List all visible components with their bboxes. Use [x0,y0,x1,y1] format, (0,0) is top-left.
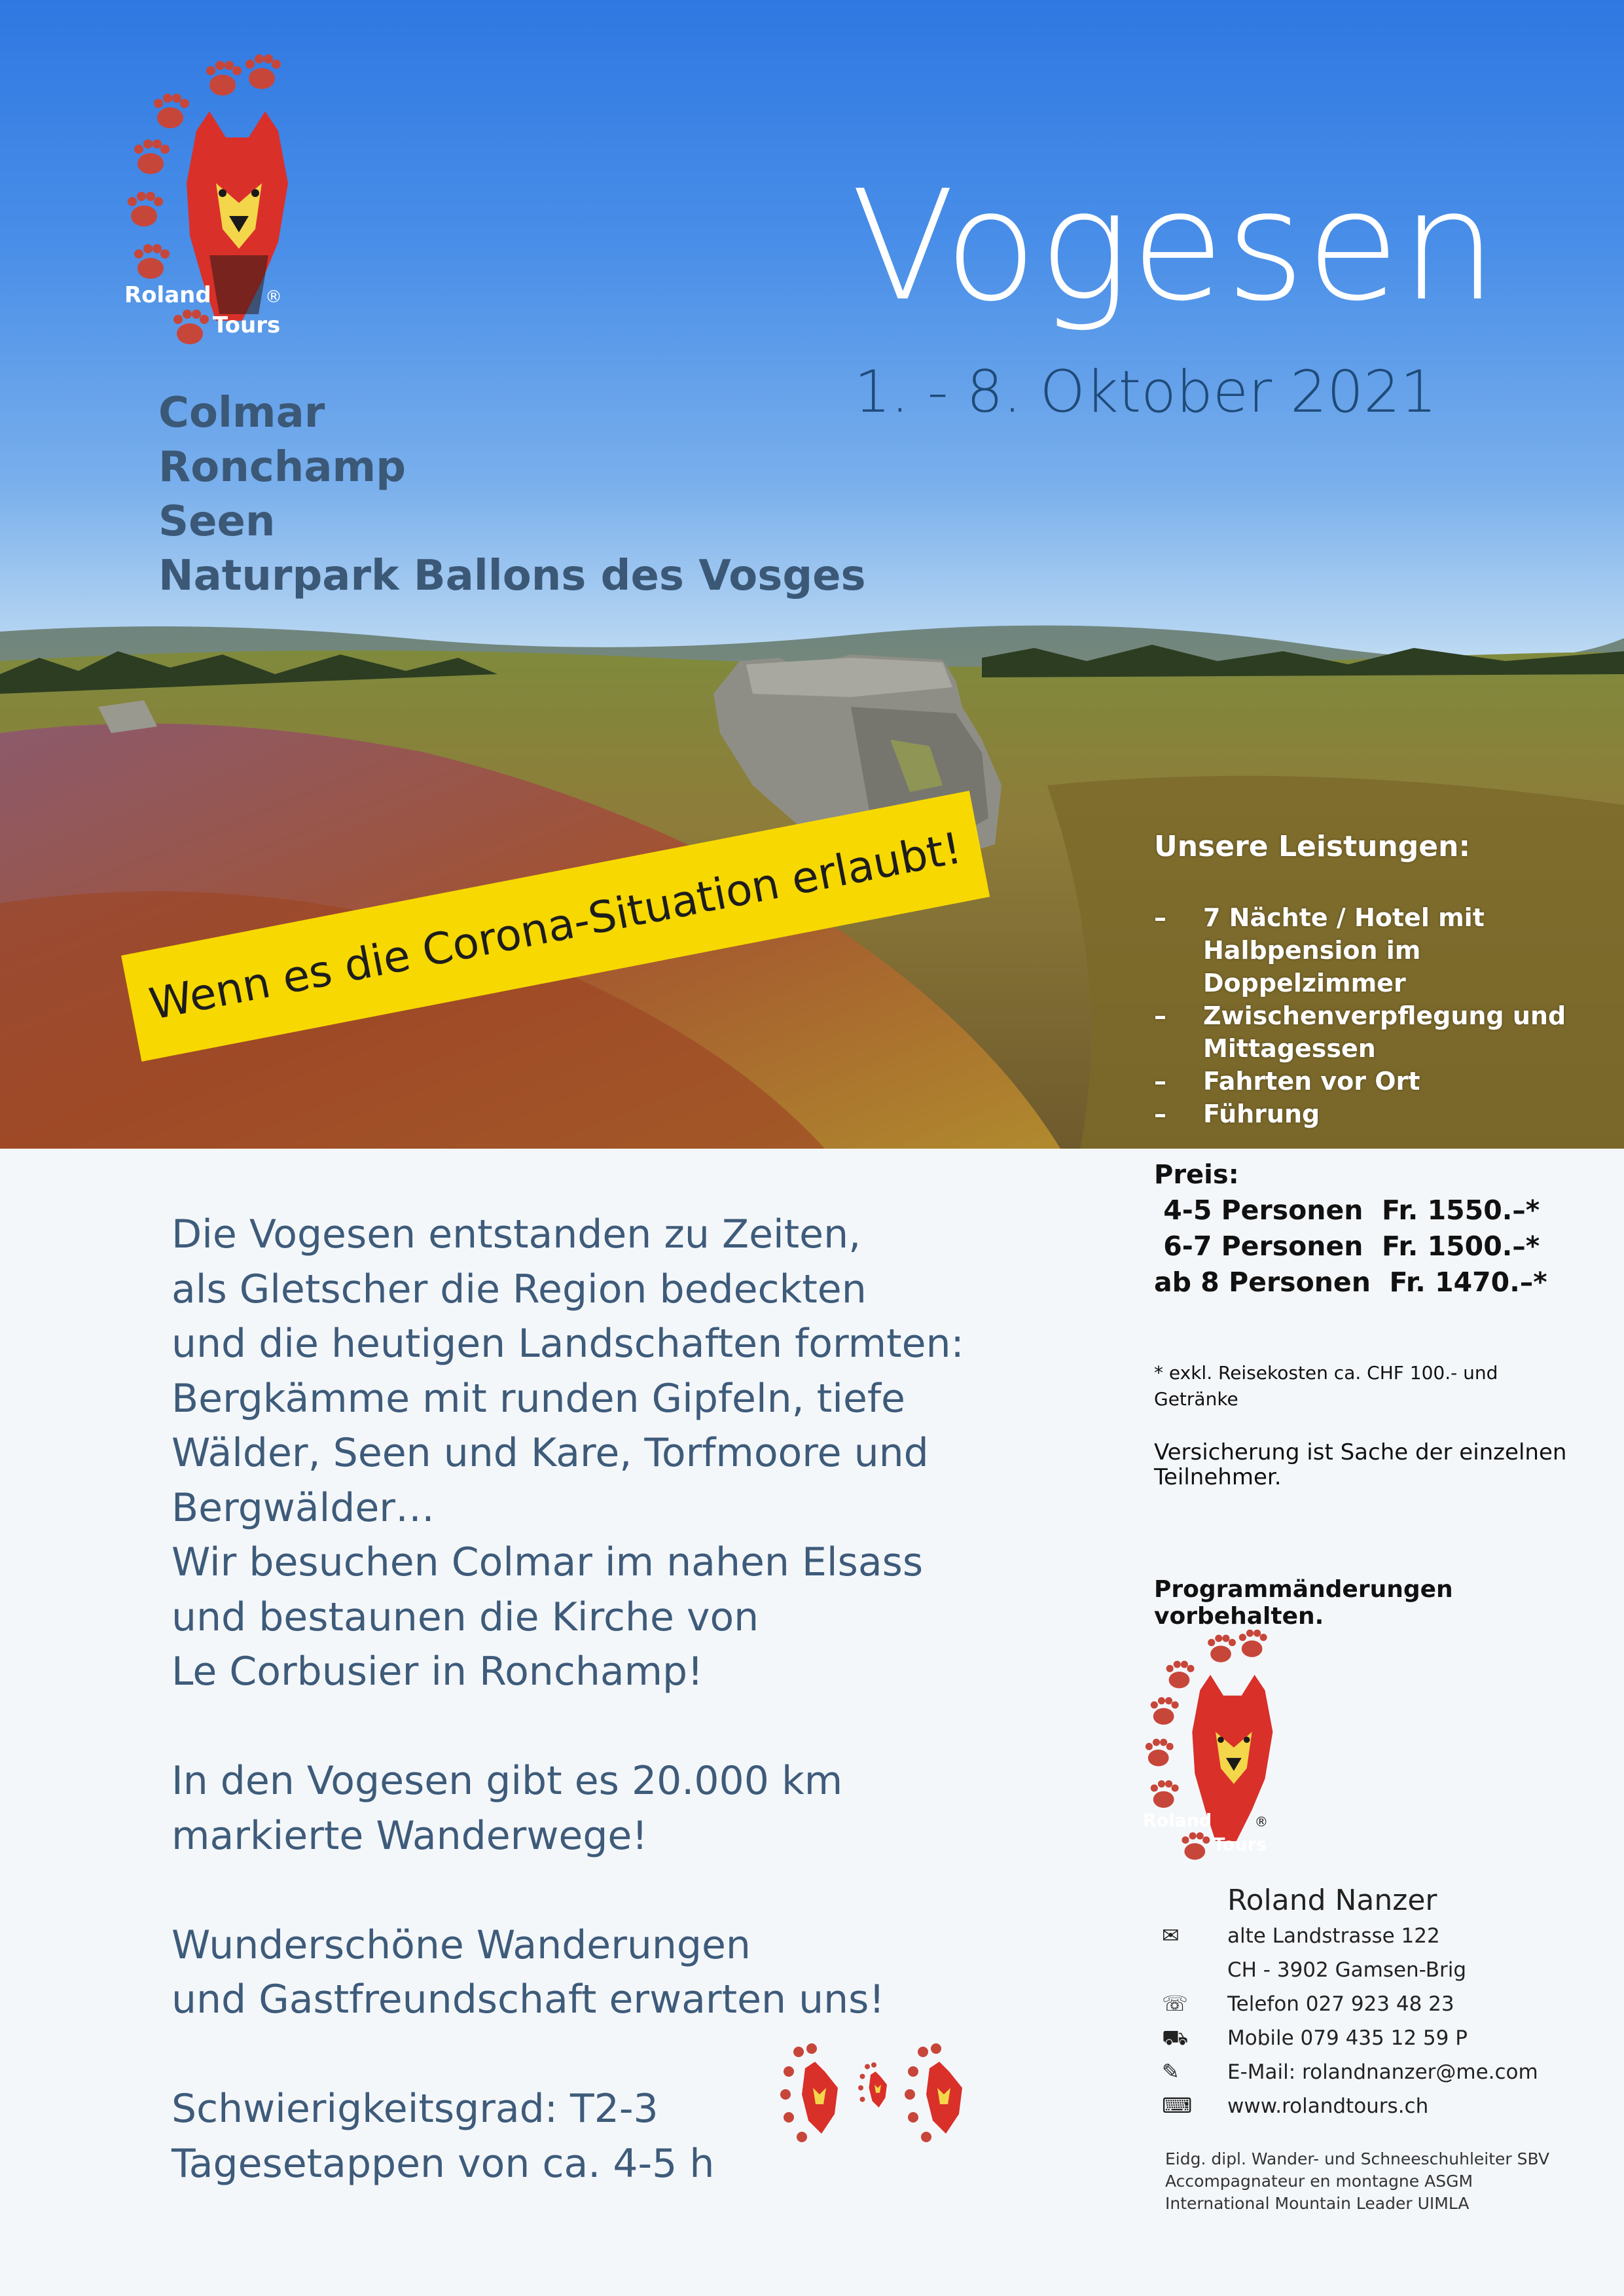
contact-phone: Telefon 027 923 48 23 [1227,1992,1454,2016]
svg-text:®: ® [1254,1814,1269,1830]
insurance-note: Versicherung ist Sache der einzelnen Teilnehmer. [1154,1439,1567,1490]
text-line: und die heutigen Landschaften formten: [171,1321,964,1367]
svg-text:Roland: Roland [1142,1810,1212,1831]
text-line: markierte Wanderwege! [171,1812,648,1859]
contact-website[interactable]: www.rolandtours.ch [1227,2094,1429,2118]
list-dash: – [1154,1100,1166,1128]
text-line: Bergkämme mit runden Gipfeln, tiefe [171,1375,905,1422]
text-line: Wälder, Seen und Kare, Torfmoore und [171,1430,929,1476]
paragraph-gap [171,1700,1088,1755]
car-phone-icon: ⛟ [1162,2025,1189,2050]
services-title: Unsere Leistungen: [1154,830,1471,863]
svg-text:®: ® [265,287,282,307]
text-line: Die Vogesen entstanden zu Zeiten, [171,1211,861,1257]
svg-text:Tours: Tours [1213,1835,1267,1856]
envelope-icon: ✉ [1162,1923,1180,1948]
qualifications [1165,2148,1610,2215]
place-colmar: Colmar [158,389,325,437]
tour-date: 1. - 8. Oktober 2021 [854,358,1437,425]
qualification-line: Accompagnateur en montagne ASGM [1165,2172,1473,2191]
service-label: Führung [1203,1100,1320,1128]
text-line: als Gletscher die Region bedeckten [171,1266,867,1312]
mail-cat-icon: ✎ [1162,2059,1180,2084]
list-dash: – [1154,1001,1166,1030]
fox-paw-icon [857,2062,893,2114]
banner-text: Wenn es die Corona-Situation erlaubt! [145,822,966,1030]
phone-icon: ☏ [1162,1991,1189,2016]
service-label: 7 Nächte / Hotel mit Halbpension im Doppelzimmer [1203,903,1485,997]
service-item [1154,999,1573,1065]
places-list [158,386,866,603]
page-title: Vogesen [851,158,1499,334]
price-row: ab 8 Personen Fr. 1470.–* [1154,1266,1547,1298]
place-ronchamp: Ronchamp [158,443,406,492]
roland-tours-logo [1132,1623,1309,1872]
text-line: und Gastfreundschaft erwarten uns! [171,1977,885,2022]
service-label: Zwischenverpflegung und Mittagessen [1203,1001,1566,1063]
stage-length-line: Tagesetappen von ca. 4-5 h [171,2140,715,2187]
service-item [1154,901,1573,999]
price-footnote: * exkl. Reisekosten ca. CHF 100.- und Getränke [1154,1362,1498,1410]
contact-name: Roland Nanzer [1227,1884,1437,1917]
qualification-line: International Mountain Leader UIMLA [1165,2194,1470,2213]
service-item [1154,1098,1573,1130]
contact-mobile: Mobile 079 435 12 59 P [1227,2026,1468,2050]
contact-street: alte Landstrasse 122 [1227,1924,1440,1948]
place-seen: Seen [158,497,276,546]
fox-paw-icon [779,2042,851,2147]
paragraph-gap [171,1863,1088,1918]
service-item [1154,1065,1573,1098]
price-row: 4-5 Personen Fr. 1550.–* [1154,1194,1540,1226]
text-line: und bestaunen die Kirche von [171,1594,759,1640]
difficulty-line: Schwierigkeitsgrad: T2-3 [171,2086,659,2132]
qualification-line: Eidg. dipl. Wander- und Schneeschuhleiter SBV [1165,2149,1549,2168]
program-changes-note: Programmänderungen vorbehalten. [1154,1576,1453,1630]
services-box [1154,830,1573,1130]
text-line: Bergwälder… [171,1484,435,1531]
price-title: Preis: [1154,1160,1239,1190]
list-dash: – [1154,1067,1166,1096]
contact-email[interactable]: E-Mail: rolandnanzer@me.com [1227,2060,1538,2084]
list-dash: – [1154,903,1166,932]
place-naturpark: Naturpark Ballons des Vosges [158,552,866,600]
fox-paw-icon [903,2042,975,2147]
text-line: Wir besuchen Colmar im nahen Elsass [171,1539,924,1585]
service-label: Fahrten vor Ort [1203,1067,1420,1096]
computer-icon: ⌨ [1162,2093,1193,2118]
svg-text:Tours: Tours [213,312,281,338]
roland-tours-logo [111,52,334,353]
svg-text:Roland: Roland [124,282,211,308]
price-box [1154,1157,1586,1300]
contact-city: CH - 3902 Gamsen-Brig [1227,1958,1467,1982]
services-list [1154,901,1573,1130]
text-line: Le Corbusier in Ronchamp! [171,1649,704,1695]
text-line: Wunderschöne Wanderungen [171,1922,751,1968]
price-row: 6-7 Personen Fr. 1500.–* [1154,1230,1540,1262]
text-line: In den Vogesen gibt es 20.000 km [171,1758,843,1804]
